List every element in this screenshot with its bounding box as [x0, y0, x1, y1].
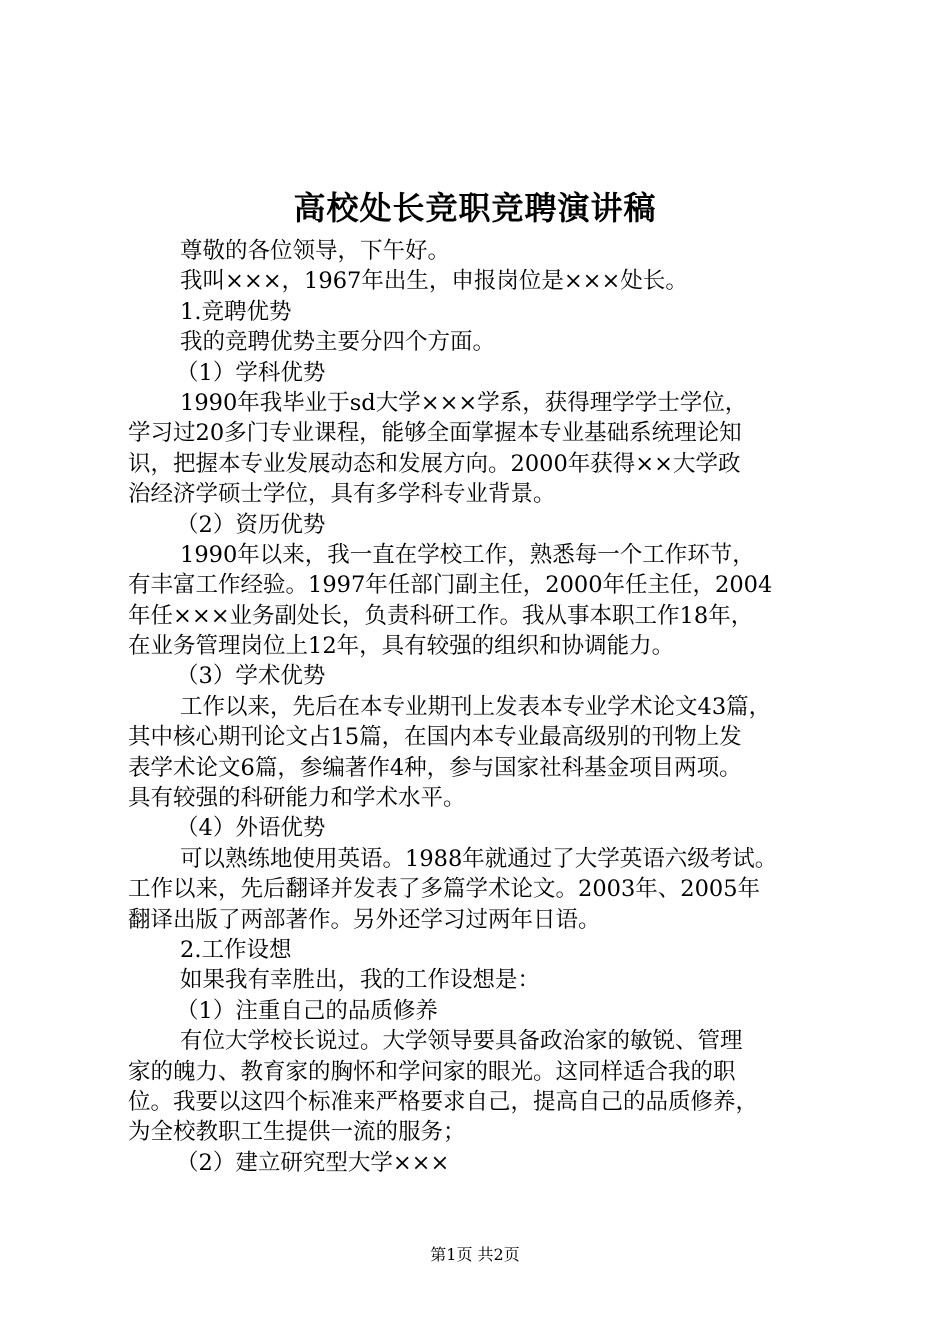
paragraph-line: 可以熟练地使用英语。1988年就通过了大学英语六级考试。 — [180, 845, 778, 872]
paragraph-line: 我叫×××，1967年出生，申报岗位是×××处长。 — [180, 268, 688, 295]
paragraph-line: 如果我有幸胜出，我的工作设想是： — [180, 967, 541, 994]
paragraph-line: 工作以来，先后翻译并发表了多篇学术论文。2003年、2005年 — [128, 876, 761, 903]
paragraph-line: 1990年以来，我一直在学校工作，熟悉每一个工作环节， — [180, 541, 755, 568]
paragraph-line: 学习过20多门专业课程，能够全面掌握本专业基础系统理论知 — [128, 420, 742, 447]
paragraph-line: 位。我要以这四个标准来严格要求自己，提高自己的品质修养， — [128, 1088, 759, 1115]
section-heading: 2.工作设想 — [180, 936, 292, 963]
paragraph-line: 1990年我毕业于sd大学×××学系，获得理学学士学位， — [180, 389, 748, 416]
section-heading: 1.竞聘优势 — [180, 298, 292, 325]
document-body — [128, 236, 850, 1178]
paragraph-line: 我的竞聘优势主要分四个方面。 — [180, 329, 496, 356]
paragraph-line: 有丰富工作经验。1997年任部门副主任，2000年任主任，2004 — [128, 572, 773, 599]
subsection-heading: （1）注重自己的品质修养 — [176, 997, 438, 1024]
paragraph-line: 表学术论文6篇，参编著作4种，参与国家社科基金项目两项。 — [128, 754, 742, 781]
paragraph-line: 家的魄力、教育家的胸怀和学问家的眼光。这同样适合我的职 — [128, 1058, 736, 1085]
paragraph-line: 其中核心期刊论文占15篇，在国内本专业最高级别的刊物上发 — [128, 724, 742, 751]
subsection-heading: （1）学科优势 — [176, 359, 326, 386]
paragraph-line: 年任×××业务副处长，负责科研工作。我从事本职工作18年， — [128, 602, 754, 629]
paragraph-line: 翻译出版了两部著作。另外还学习过两年日语。 — [128, 906, 601, 933]
paragraph-line: 尊敬的各位领导，下午好。 — [180, 238, 451, 264]
paragraph-line: 治经济学硕士学位，具有多学科专业背景。 — [128, 481, 556, 508]
subsection-heading: （2）资历优势 — [176, 511, 326, 538]
paragraph-line: 工作以来，先后在本专业期刊上发表本专业学术论文43篇， — [180, 693, 772, 720]
paragraph-line: 有位大学校长说过。大学领导要具备政治家的敏锐、管理 — [180, 1028, 743, 1055]
subsection-heading: （4）外语优势 — [176, 815, 326, 842]
subsection-heading: （3）学术优势 — [176, 663, 326, 690]
paragraph-line: 识，把握本专业发展动态和发展方向。2000年获得××大学政 — [128, 450, 741, 477]
subsection-heading: （2）建立研究型大学××× — [176, 1149, 450, 1176]
paragraph-line: 为全校教职工生提供一流的服务； — [128, 1119, 466, 1146]
document-title: 高校处长竞职竞聘演讲稿 — [293, 189, 657, 227]
paragraph-line: 具有较强的科研能力和学术水平。 — [128, 785, 466, 812]
page-footer: 第1页 共2页 — [430, 1245, 520, 1264]
paragraph-line: 在业务管理岗位上12年，具有较强的组织和协调能力。 — [128, 633, 675, 660]
